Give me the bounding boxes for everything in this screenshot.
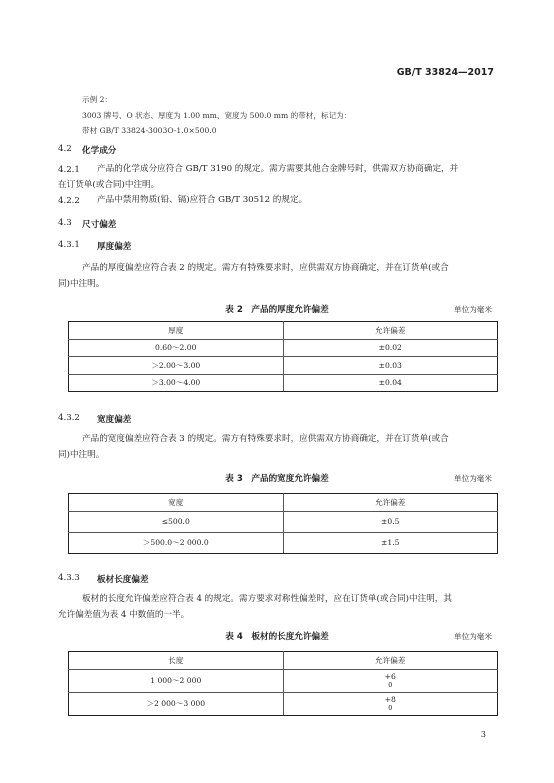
section-4-2-1-number: 4.2.1 [58,165,80,175]
example-line-1: 3003 牌号、O 状态、厚度为 1.00 mm、宽度为 500.0 mm 的带材，标记为： [82,111,352,120]
table-cell: ＞2.00～3.00 [69,357,284,375]
table-cell: ＞500.0～2 000.0 [69,532,284,553]
section-4-3-2-number: 4.3.2 [58,413,80,423]
table-row [69,511,498,532]
table-4-unit: 单位为毫米 [454,632,492,641]
section-4-3-2-paragraph-line-2: 同)中注明。 [58,450,105,460]
table-row [69,669,498,692]
table-2-unit: 单位为毫米 [454,305,492,314]
table-row [69,532,498,553]
table-3 [68,493,498,554]
lower-tolerance: 0 [388,703,393,712]
table-cell: ＞3.00～4.00 [69,374,284,392]
upper-tolerance: +6 [384,671,396,681]
table-cell [283,692,498,715]
section-4-3-3-title: 板材长度偏差 [97,575,149,585]
section-4-2-title: 化学成分 [82,146,117,156]
section-4-3-3-paragraph-line-2: 允许偏差值为表 4 中数值的一半。 [58,610,190,620]
table-header-cell: 允许偏差 [283,652,498,670]
table-cell: ±0.03 [283,357,498,375]
table-4-caption: 表 4 板材的长度允许偏差 [225,632,329,642]
section-4-2-number: 4.2 [58,144,72,154]
table-row [69,374,498,392]
section-4-3-3-paragraph-line-1: 板材的长度允许偏差应符合表 4 的规定。需方要求对称性偏差时，应在订货单(或合同)中注明，其 [82,594,452,604]
table-cell: ＞2 000～3 000 [69,692,284,715]
example-line-2: 带材 GB/T 33824-3003O-1.0×500.0 [82,126,217,135]
table-2-caption: 表 2 产品的厚度允许偏差 [225,305,329,315]
table-cell: 0.60～2.00 [69,339,284,357]
table-3-unit: 单位为毫米 [454,474,492,483]
section-4-3-1-title: 厚度偏差 [97,242,132,252]
section-4-2-1-text-line-1: 产品的化学成分应符合 GB/T 3190 的规定。需方需要其他合金牌号时，供需双方协商确定，并 [97,164,459,174]
section-4-3-title: 尺寸偏差 [82,220,117,230]
upper-tolerance: +8 [384,694,396,704]
tolerance-stack [385,672,396,690]
section-4-3-1-number: 4.3.1 [58,240,80,250]
example-label: 示例 2： [82,95,113,104]
section-4-2-2-number: 4.2.2 [58,196,80,206]
table-header-cell: 允许偏差 [283,494,498,512]
section-4-3-number: 4.3 [58,218,72,228]
lower-tolerance: 0 [388,680,393,689]
table-row [69,339,498,357]
table-row [69,357,498,375]
table-header-cell: 宽度 [69,494,284,512]
table-cell [283,669,498,692]
section-4-3-1-paragraph-line-2: 同)中注明。 [58,279,105,289]
standard-number: GB/T 33824—2017 [396,67,494,78]
section-4-3-2-title: 宽度偏差 [97,415,132,425]
table-header-cell: 长度 [69,652,284,670]
table-cell: 1 000～2 000 [69,669,284,692]
table-cell: ±0.5 [283,511,498,532]
section-4-3-3-number: 4.3.3 [58,573,80,583]
table-4 [68,651,498,716]
table-cell: ±0.02 [283,339,498,357]
table-row [69,692,498,715]
table-header-cell: 厚度 [69,322,284,340]
section-4-3-2-paragraph-line-1: 产品的宽度偏差应符合表 3 的规定。需方有特殊要求时，应供需双方协商确定，并在订货单(或合 [82,434,449,444]
table-cell: ±0.04 [283,374,498,392]
table-2 [68,321,498,392]
section-4-2-2-text: 产品中禁用物质(铅、镉)应符合 GB/T 30512 的规定。 [97,195,308,205]
table-header-cell: 允许偏差 [283,322,498,340]
section-4-2-1-text-line-2: 在订货单(或合同)中注明。 [58,180,160,190]
table-3-caption: 表 3 产品的宽度允许偏差 [225,474,329,484]
section-4-3-1-paragraph-line-1: 产品的厚度偏差应符合表 2 的规定。需方有特殊要求时，应供需双方协商确定，并在订货单(或合 [82,263,449,273]
page-number: 3 [480,730,486,739]
table-cell: ≤500.0 [69,511,284,532]
tolerance-stack [385,695,396,713]
table-cell: ±1.5 [283,532,498,553]
